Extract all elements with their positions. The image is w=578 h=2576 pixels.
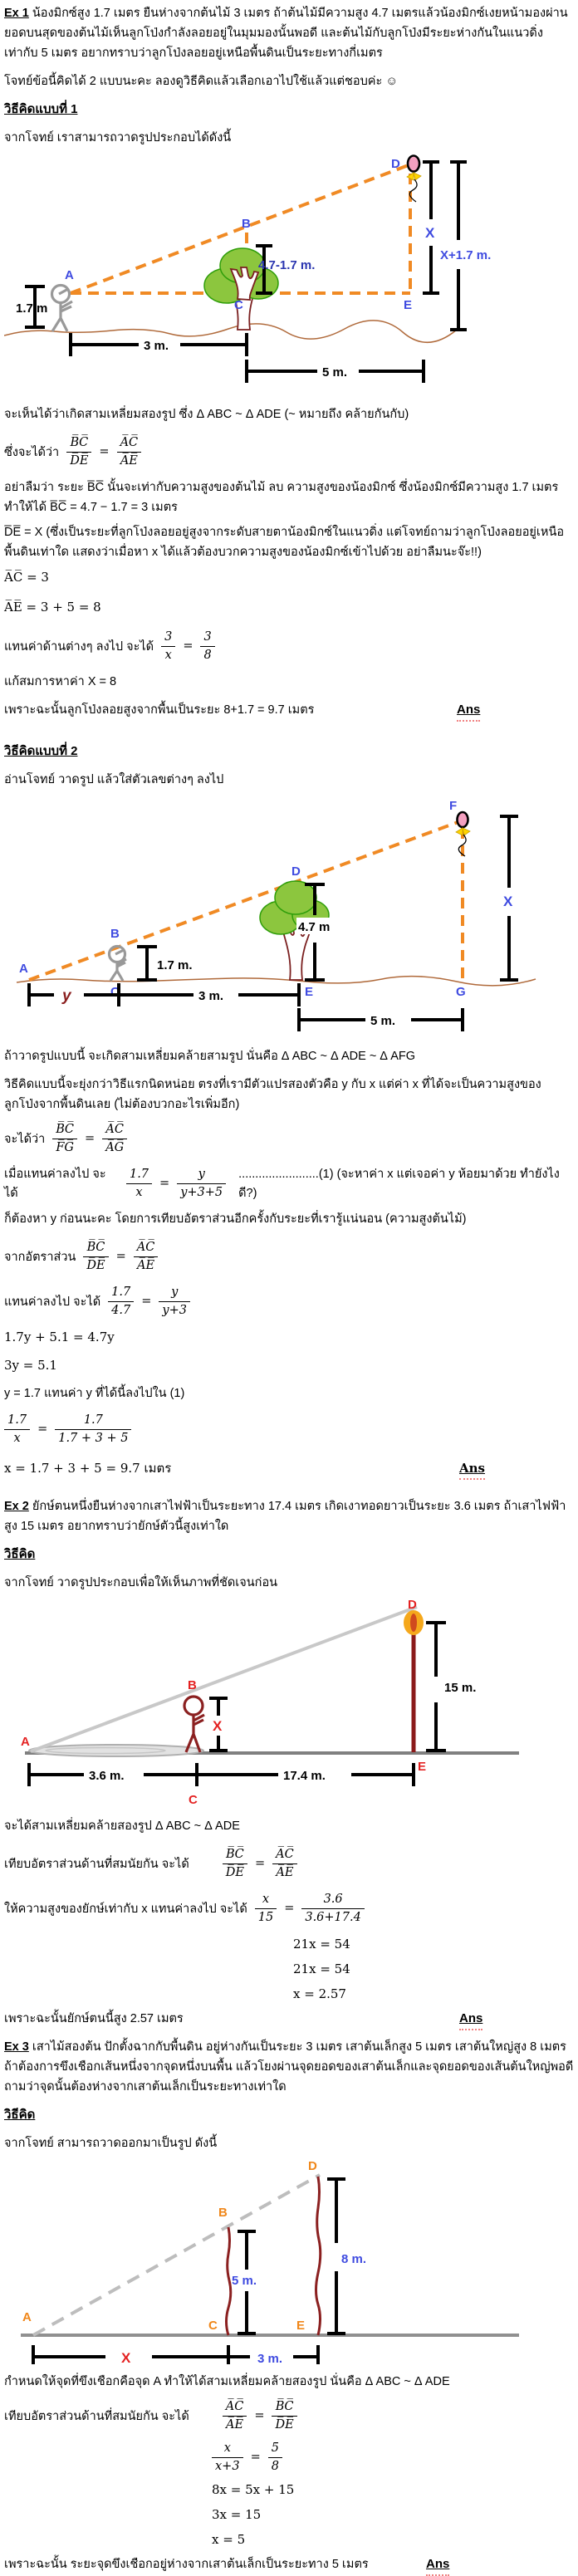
tree-height-label: 4.7 m (298, 920, 331, 934)
dist2-label: 5 m. (370, 1014, 396, 1028)
ex3-intro: จากโจทย์ สามารถวาดออกมาเป็นรูป ดังนี้ (4, 2137, 218, 2150)
ex3-step2: 3x = 15 (212, 2507, 262, 2522)
fraction: $\frac{x}{x+3}$ (212, 2441, 243, 2473)
point-c-label: C (189, 1793, 198, 1807)
m2-eq1-tail: ........................(1) (จะหาค่า x แต่เจอค่า y ห้อยมาด้วย ทำยังไงดี?) (238, 1168, 560, 1200)
fraction: $\frac{5}{8}$ (268, 2441, 282, 2473)
ex2-label: Ex 2 (4, 1500, 29, 1513)
big-pole-label: 8 m. (341, 2252, 367, 2266)
ex3-ans: Ans (426, 2554, 449, 2576)
m2-find-y: ก็ต้องหา y ก่อนนะคะ โดยการเทียบอัตราส่วนอีกครั้งกับระยะที่เรารู้แน่นอน (ความสูงต้นไม้) (4, 1212, 467, 1226)
x-label: X (121, 2350, 131, 2364)
ex2-ratio-lead: เทียบอัตราส่วนด้านที่สมนัยกัน จะได้ (4, 1857, 189, 1871)
point-b-label: B (242, 217, 251, 231)
method2-heading: วิธีคิดแบบที่ 2 (4, 744, 78, 758)
m2-ratio1-equation: จะได้ว่า $\frac{B̅C̅}{F̅G̅}$ = $\frac{A̅C̅}{A̅G̅}$ (4, 1119, 575, 1158)
diagram4-two-poles-rope (4, 2157, 575, 2368)
m2-step3: y = 1.7 แทนค่า y ที่ได้นี้ลงไปใน (1) (4, 1387, 185, 1400)
method1-heading: วิธีคิดแบบที่ 1 (4, 102, 78, 116)
ex2-ratio-equation: เทียบอัตราส่วนด้านที่สมนัยกัน จะได้ $\frac{B̅C̅}{D̅E̅}$ = $\frac{A̅C̅}{A̅E̅}$ (4, 1844, 575, 1883)
pole-height-measure (426, 1623, 446, 1751)
fraction: $\frac{1.7}{x}$ (4, 1413, 30, 1445)
m2-ratio1-lead: จะได้ว่า (4, 1132, 46, 1146)
ex3-conclusion: เพราะฉะนั้น ระยะจุดขึงเชือกอยู่ห่างจากเสาต้นเล็กเป็นระยะทาง 5 เมตร Ans (4, 2554, 575, 2574)
m1-solve: แก้สมการหาค่า X = 8 (4, 675, 117, 688)
ex2-conclusion: เพราะฉะนั้นยักษ์ตนนี้สูง 2.57 เมตร Ans (4, 2009, 575, 2029)
ex2-method-heading: วิธีคิด (4, 1547, 36, 1561)
ex1-problem-text: น้องมิกซ์สูง 1.7 เมตร ยืนห่างจากต้นไม้ 3 เมตร ถ้าต้นไม้มีความสูง 4.7 เมตรแล้วน้องมิกซ์เงยหน้ามองผ่านยอดบนสุดของต้นไม้เห็นลูกโป่งกำลังลอยอยู่ในมุมมองนั้นพอดี และต้นไม้กับลูกโป่งมีระยะห่างกันในแนวดิ่งเท่ากับ 5 เมตร อยากทราบว่าลูกโป่งลอยอยู่เหนือพื้นดินเป็นระยะทางกี่เมตร (4, 7, 568, 60)
x-label: X (503, 894, 513, 909)
ex2-similar: จะได้สามเหลี่ยมคล้ายสองรูป Δ ABC ~ Δ ADE (4, 1819, 240, 1833)
m2-ratio2-lead: จากอัตราส่วน (4, 1250, 76, 1264)
m2-ratio2-equation: จากอัตราส่วน $\frac{B̅C̅}{D̅E̅}$ = $\frac{A̅C̅}{A̅E̅}$ (4, 1237, 575, 1276)
person-height-label: 1.7 m. (157, 958, 193, 972)
dist1-label: 3.6 m. (89, 1769, 125, 1783)
point-d-label: D (308, 2159, 317, 2173)
ex2-eq-lead: ให้ความสูงของยักษ์เท่ากับ x แทนค่าลงไป จะได้ (4, 1902, 247, 1916)
diagram3-giant-lamppost-shadow (4, 1598, 575, 1811)
ex3-label: Ex 3 (4, 2040, 29, 2054)
observer-figure (110, 947, 127, 982)
fraction: $\frac{B̅C̅}{D̅E̅}$ (223, 1848, 247, 1879)
lamppost (404, 1610, 424, 1752)
fraction: $\frac{B̅C̅}{F̅G̅}$ (52, 1123, 77, 1154)
point-c-label: C (110, 985, 120, 999)
dist2-label: 5 m. (322, 365, 348, 380)
sight-dashed-line (29, 820, 463, 980)
m2-conclusion: x = 1.7 + 3 + 5 = 9.7 เมตร Ans (4, 1458, 575, 1478)
ex2-intro: จากโจทย์ วาดรูปประกอบเพื่อให้เห็นภาพที่ชัดเจนก่อน (4, 1576, 278, 1589)
ex2-subst-equation: ให้ความสูงของยักษ์เท่ากับ x แทนค่าลงไป จะได้ $\frac{x}{15}$ = $\frac{3.6}{3.6+17.4}$ (4, 1889, 575, 1927)
ex2-ans: Ans (459, 2009, 482, 2030)
m2-eq2-equation: แทนค่าลงไป จะได้ $\frac{1.7}{4.7}$ = $\frac{y}{y+3}$ (4, 1282, 575, 1320)
point-b-label: B (218, 2206, 228, 2220)
tree-height-label: 4.7-1.7 m. (258, 258, 316, 272)
ex2-step2: 21x = 54 (293, 1961, 350, 1976)
dist-label: 3 m. (257, 2352, 283, 2364)
dist2-label: 17.4 m. (283, 1769, 326, 1783)
ex3-step1: 8x = 5x + 15 (212, 2482, 295, 2497)
point-f-label: F (449, 799, 458, 813)
fraction: $\frac{A̅C̅}{A̅E̅}$ (223, 2400, 247, 2432)
fraction: $\frac{A̅C̅}{A̅E̅}$ (134, 1241, 159, 1272)
m1-subst-equation: แทนค่าด้านต่างๆ ลงไป จะได้ $\frac{3}{x}$ = $\frac{3}{8}$ (4, 627, 575, 665)
m1-ratio-lead: ซึ่งจะได้ว่า (4, 445, 60, 459)
fraction: $\frac{3.6}{3.6+17.4}$ (301, 1893, 365, 1924)
fraction: $\frac{1.7}{4.7}$ (108, 1286, 134, 1317)
point-e-label: E (418, 1760, 427, 1774)
rope-dashed-line (33, 2175, 320, 2335)
m1-similar: จะเห็นได้ว่าเกิดสามเหลี่ยมสองรูป ซึ่ง Δ ABC ~ Δ ADE (~ หมายถึง คล้ายกันกับ) (4, 408, 409, 421)
x-plus-measure (450, 162, 467, 330)
pole-height-label: 15 m. (444, 1681, 477, 1695)
point-e-label: E (305, 985, 314, 999)
m2-eq3-equation: $\frac{1.7}{x}$ = $\frac{1.7}{1.7 + 3 + 5}$ (4, 1410, 575, 1448)
diagram2-three-similar-triangles (4, 795, 575, 1041)
point-d-label: D (408, 1598, 417, 1612)
x-label: X (425, 225, 435, 241)
ex2-step1: 21x = 54 (293, 1937, 350, 1952)
m1-note-de: D̅E̅ = X (ซึ่งเป็นระยะที่ลูกโป่งลอยอยู่สูงจากระดับสายตาน้องมิกซ์ในแนวดิ่ง แต่โจทย์ถามว่าลูกโป่งลอยอยู่เหนือพื้นดินเท่าใด แสดงว่าเมื่อหา x ได้แล้วต้องบวกความสูงของน้องมิกซ์เข้าไปด้วย อย่าลืมนะจ๊ะ!!) (4, 526, 565, 559)
person-height-measure (137, 947, 157, 980)
fraction: $\frac{y}{y+3}$ (159, 1286, 190, 1317)
m2-step1: 1.7y + 5.1 = 4.7y (4, 1330, 115, 1344)
m2-note: วิธีคิดแบบนี้จะยุ่งกว่าวิธีแรกนิดหน่อย ตรงที่เรามีตัวแปรสองตัวคือ y กับ x แต่ค่า x ที่ได้จะเป็นความสูงของลูกโป่งจากพื้นดินเลย (ไม่ต้องบวกอะไรเพิ่มอีก) (4, 1078, 541, 1111)
dist1-label: 3 m. (198, 989, 224, 1003)
m2-ans: Ans (459, 1458, 485, 1480)
point-e-label: E (404, 298, 413, 312)
point-c-label: C (234, 298, 243, 312)
fraction: $\frac{y}{y+3+5}$ (177, 1168, 226, 1199)
ex2-problem-text: ยักษ์ตนหนึ่งยืนห่างจากเสาไฟฟ้าเป็นระยะทาง 17.4 เมตร เกิดเงาทอดยาวเป็นระยะ 3.6 เมตร ถ้าเสาไฟฟ้าสูง 15 เมตร อยากทราบว่ายักษ์ตัวนี้สูงเท่าใด (4, 1500, 566, 1533)
observer-figure (52, 286, 73, 332)
dist-ruler (29, 1763, 414, 1786)
sight-line (31, 1607, 417, 1751)
fraction: $\frac{3}{x}$ (161, 630, 175, 662)
ex1-note: โจทย์ข้อนี้คิดได้ 2 แบบนะคะ ลองดูวิธีคิดแล้วเลือกเอาไปใช้แล้วแต่ชอบค่ะ ☺ (4, 75, 399, 88)
point-a-label: A (19, 962, 28, 976)
m2-eq2-lead: แทนค่าลงไป จะได้ (4, 1295, 101, 1309)
diagram2-svg (4, 795, 578, 1037)
m1-conclusion: เพราะฉะนั้นลูกโป่งลอยสูงจากพื้นเป็นระยะ 8+1.7 = 9.7 เมตร Ans (4, 700, 575, 720)
fraction: $\frac{x}{15}$ (255, 1893, 277, 1924)
m1-note-bc: อย่าลืมว่า ระยะ B̅C̅ นั้นจะเท่ากับความสูงของต้นไม้ ลบ ความสูงของน้องมิกซ์ ซึ่งน้องมิกซ์มีความสูง 1.7 เมตร ทำให้ได้ B̅C̅ = 4.7 − 1.7 = 3 เมตร (4, 481, 559, 514)
diagram1-svg (4, 153, 578, 395)
x-plus-label: X+1.7 m. (440, 248, 492, 262)
fraction: $\frac{3}{8}$ (200, 630, 214, 662)
ex3-ratio-equation: เทียบอัตราส่วนด้านที่สมนัยกัน จะได้ $\frac{A̅C̅}{A̅E̅}$ = $\frac{B̅C̅}{D̅E̅}$ (4, 2397, 575, 2435)
diagram3-svg (4, 1598, 578, 1807)
point-d-label: D (291, 864, 301, 879)
m1-ae: A̅E̅ = 3 + 5 = 8 (4, 600, 101, 615)
m1-ans: Ans (457, 700, 480, 722)
fraction: $\frac{A̅C̅}{A̅E̅}$ (117, 436, 142, 468)
fraction: $\frac{B̅C̅}{D̅E̅}$ (83, 1241, 108, 1272)
giant-figure (184, 1697, 204, 1752)
ex1-label: Ex 1 (4, 7, 29, 20)
diagram4-svg (4, 2157, 578, 2364)
m2-eq1-equation: เมื่อแทนค่าลงไป จะได้ $\frac{1.7}{x}$ = $\frac{y}{y+3+5}$ ........................(1) (จะหาค่า x แต่เจอค่า y ห้อยมาด้วย ทำยังไงดี?) (4, 1164, 575, 1202)
ex3-problem-text: เสาไม้สองต้น ปักตั้งฉากกับพื้นดิน อยู่ห่างกันเป็นระยะ 3 เมตร เสาต้นเล็กสูง 5 เมตร เสาต้นใหญ่สูง 8 เมตร ถ้าต้องการขึงเชือกเส้นหนึ่งจากจุดหนึ่งบนพื้น แล้วโยงผ่านจุดยอดของเสาต้นเล็กและจุดยอดของเส้นต้นใหญ่พอดี ถามว่าจุดนั้นต้องห่างจากเสาต้นเล็กเป็นระยะทางเท่าใด (4, 2040, 574, 2094)
method2-intro: อ่านโจทย์ วาดรูป แล้วใส่ตัวเลขต่างๆ ลงไป (4, 773, 224, 786)
m1-ratio-equation: ซึ่งจะได้ว่า $\frac{B̅C̅}{D̅E̅}$ = $\frac{A̅C̅}{A̅E̅}$ (4, 433, 575, 471)
small-pole (227, 2227, 231, 2335)
point-c-label: C (208, 2319, 218, 2333)
ex2-step3: x = 2.57 (293, 1986, 346, 2001)
point-d-label: D (391, 157, 400, 171)
point-b-label: B (110, 927, 120, 941)
ex3-method-heading: วิธีคิด (4, 2108, 36, 2122)
fraction: $\frac{B̅C̅}{D̅E̅}$ (66, 436, 91, 468)
m1-subst-lead: แทนค่าด้านต่างๆ ลงไป จะได้ (4, 639, 154, 654)
fraction: $\frac{B̅C̅}{D̅E̅}$ (272, 2400, 296, 2432)
ex3-ratio-lead: เทียบอัตราส่วนด้านที่สมนัยกัน จะได้ (4, 2409, 189, 2423)
ex3-step3: x = 5 (212, 2532, 246, 2547)
fraction: $\frac{1.7}{x}$ (126, 1168, 152, 1199)
fraction: $\frac{A̅C̅}{A̅E̅}$ (272, 1848, 297, 1879)
shadow-shape (29, 1745, 203, 1756)
small-pole-label: 5 m. (232, 2274, 257, 2288)
point-b-label: B (188, 1678, 197, 1692)
ex3-problem (4, 2037, 575, 2097)
point-a-label: A (21, 1735, 30, 1749)
point-a-label: A (22, 2310, 32, 2324)
y-dist-label: y (62, 987, 71, 1005)
x-label: X (213, 1718, 223, 1734)
m2-similar: ถ้าวาดรูปแบบนี้ จะเกิดสามเหลี่ยมคล้ายสามรูป นั่นคือ Δ ABC ~ Δ ADE ~ Δ AFG (4, 1050, 416, 1063)
big-pole (316, 2177, 321, 2335)
point-e-label: E (296, 2319, 306, 2333)
fraction: $\frac{A̅C̅}{A̅G̅}$ (102, 1123, 127, 1154)
method1-intro: จากโจทย์ เราสามารถวาดรูปประกอบได้ดังนี้ (4, 131, 232, 144)
diagram1-balloon-tree-observer (4, 153, 575, 399)
m2-eq1-lead: เมื่อแทนค่าลงไป จะได้ (4, 1168, 106, 1200)
point-g-label: G (456, 985, 466, 999)
person-height-label: 1.7 m (16, 301, 48, 316)
m2-step2: 3y = 5.1 (4, 1358, 57, 1373)
ex3-setup: กำหนดให้จุดที่ขึงเชือกคือจุด A ทำให้ได้สามเหลี่ยมคล้ายสองรูป นั่นคือ Δ ABC ~ Δ ADE (4, 2375, 450, 2388)
fraction: $\frac{1.7}{1.7 + 3 + 5}$ (55, 1413, 131, 1445)
ex3-subst-equation: $\frac{x}{x+3}$ = $\frac{5}{8}$ (212, 2438, 575, 2476)
m1-ac: A̅C̅ = 3 (4, 570, 49, 585)
ex1-problem (4, 3, 575, 63)
dist1-label: 3 m. (144, 339, 169, 353)
ex2-problem (4, 1496, 575, 1536)
point-a-label: A (65, 268, 74, 282)
